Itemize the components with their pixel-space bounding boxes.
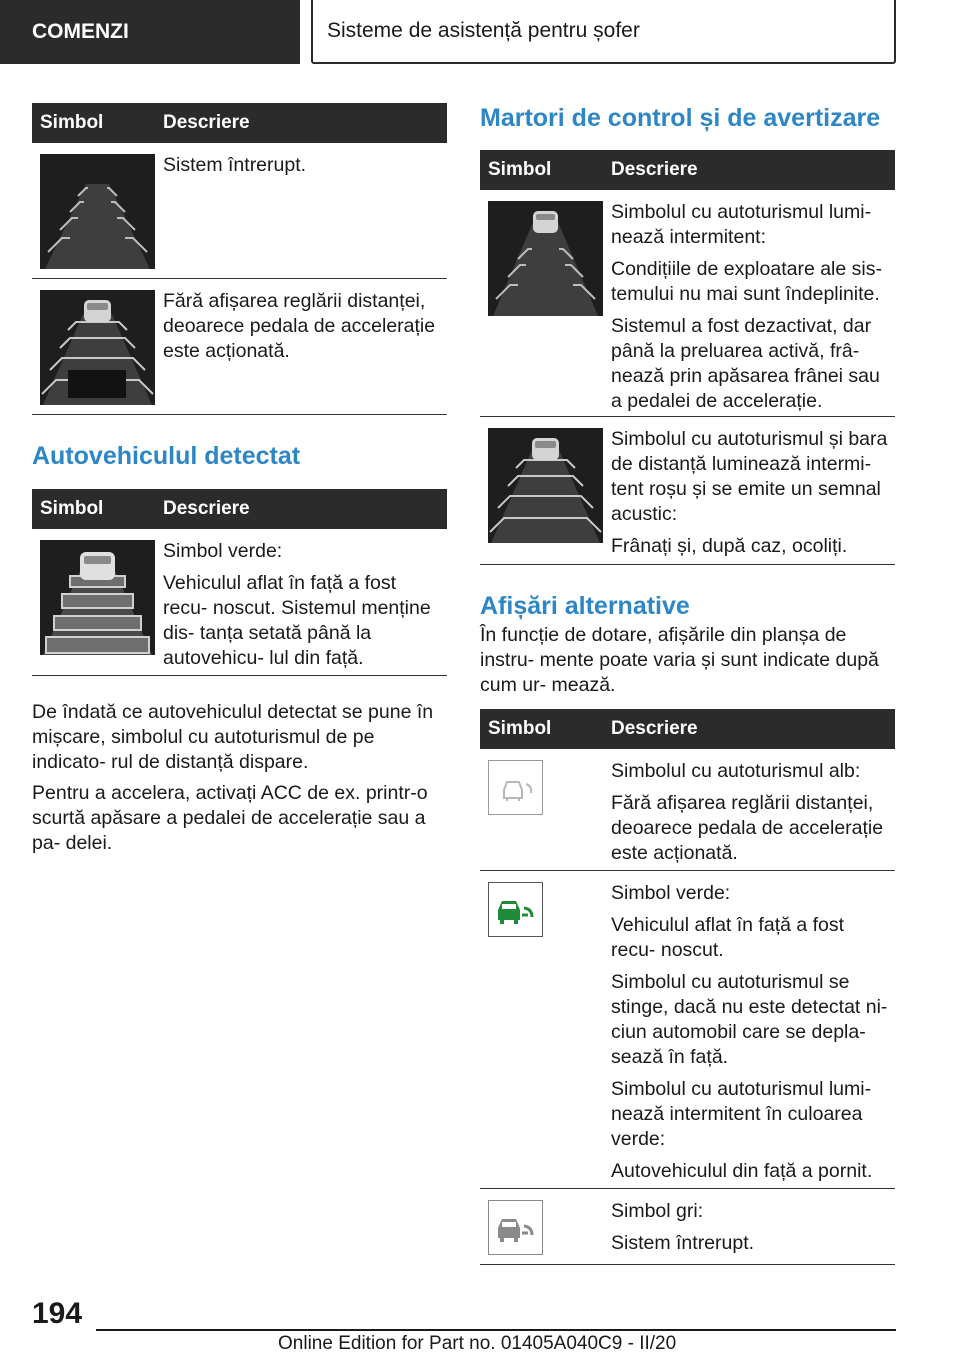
- lanes-car-warning-icon: [488, 428, 603, 543]
- col-desc-header: Descriere: [611, 718, 698, 739]
- section-tab[interactable]: COMENZI: [0, 0, 300, 64]
- footer-divider: [96, 1329, 896, 1331]
- lanes-car-no-distance-icon: [40, 290, 155, 405]
- row-text: Simbolul cu autoturismul lumi- nează intermitent în culoarea verde:: [611, 1078, 872, 1150]
- col-symbol-header: Simbol: [40, 498, 104, 519]
- row-text: Vehiculul aflat în față a fost recu- noscut. Sistemul menține dis- tanța setată până la autovehicu- lul din față.: [163, 572, 431, 669]
- col-desc-header: Descriere: [163, 498, 250, 519]
- section-heading: Martori de control și de avertizare: [480, 104, 881, 132]
- row-text: Fără afișarea reglării distanței, deoarece pedala de accelerație este acționată.: [611, 792, 884, 864]
- row-text: Simbolul cu autoturismul lumi- nează intermitent:: [611, 201, 872, 248]
- intro-paragraph: În funcție de dotare, afișările din planșa de instru- mente poate varia și sunt indicate după cum ur- mează.: [480, 624, 879, 696]
- table-row: [32, 143, 447, 279]
- lanes-car-detected-icon: [40, 540, 155, 655]
- symbol-table-3: [480, 150, 895, 565]
- table-row: [480, 749, 895, 871]
- table-header: [32, 103, 447, 143]
- chapter-title: Sisteme de asistență pentru șofer: [311, 0, 896, 64]
- table-row: [480, 1189, 895, 1265]
- page-header: [0, 0, 960, 66]
- row-text: Simbolul cu autoturismul și bara de distanță luminează intermi- tent roșu și se emite un semnal acustic:: [611, 428, 888, 525]
- paragraph: Pentru a accelera, activați ACC de ex. printr-o scurtă apăsare a pedalei de accelerație sau a pa- delei.: [32, 782, 428, 854]
- symbol-table-1: [32, 103, 447, 415]
- row-text: Simbolul cu autoturismul se stinge, dacă nu este detectat ni- ciun automobil care se depla- sează în față.: [611, 971, 888, 1068]
- table-header: [480, 150, 895, 190]
- table-row: [480, 417, 895, 565]
- row-text: Sistem întrerupt.: [611, 1232, 755, 1254]
- acc-gray-car-icon: [488, 1200, 543, 1255]
- row-text: Simbol verde:: [163, 540, 283, 562]
- row-text: Fără afișarea reglării distanței, deoarece pedala de accelerație este acționată.: [163, 290, 436, 362]
- col-desc-header: Descriere: [163, 112, 250, 133]
- page-number: 194: [32, 1297, 83, 1330]
- row-text: Sistem întrerupt.: [163, 154, 307, 176]
- col-desc-header: Descriere: [611, 159, 698, 180]
- section-heading: Autovehiculul detectat: [32, 442, 301, 470]
- acc-green-car-icon: [488, 882, 543, 937]
- row-text: Vehiculul aflat în față a fost recu- noscut.: [611, 914, 845, 961]
- paragraph: De îndată ce autovehiculul detectat se pune în mișcare, simbolul cu autoturismul de pe indicato- rul de distanță dispare.: [32, 701, 434, 773]
- row-text: Sistemul a fost dezactivat, dar până la preluarea activă, frâ- nează prin apăsarea frânei sau a pedalei de accelerație.: [611, 315, 880, 412]
- col-symbol-header: Simbol: [488, 159, 552, 180]
- lanes-car-far-icon: [488, 201, 603, 316]
- row-text: Simbol gri:: [611, 1200, 704, 1222]
- table-header: [32, 489, 447, 529]
- row-text: Simbol verde:: [611, 882, 731, 904]
- row-text: Autovehiculul din față a pornit.: [611, 1160, 873, 1182]
- table-header: [480, 709, 895, 749]
- table-row: [480, 871, 895, 1189]
- col-symbol-header: Simbol: [40, 112, 104, 133]
- table-row: [480, 190, 895, 417]
- row-text: Simbolul cu autoturismul alb:: [611, 760, 861, 782]
- table-row: [32, 279, 447, 415]
- edition-text: Online Edition for Part no. 01405A040C9 - II/20: [278, 1333, 677, 1354]
- col-symbol-header: Simbol: [488, 718, 552, 739]
- row-text: Frânați și, după caz, ocoliți.: [611, 535, 848, 557]
- section-heading: Afișări alternative: [480, 592, 690, 620]
- symbol-table-2: [32, 489, 447, 676]
- right-column: [480, 103, 895, 1265]
- table-row: [32, 529, 447, 676]
- symbol-table-4: [480, 709, 895, 1265]
- acc-white-car-icon: [488, 760, 543, 815]
- lanes-empty-icon: [40, 154, 155, 269]
- left-column: [32, 103, 447, 856]
- body-text: [32, 700, 447, 856]
- row-text: Condițiile de exploatare ale sis- temului nu mai sunt îndeplinite.: [611, 258, 882, 305]
